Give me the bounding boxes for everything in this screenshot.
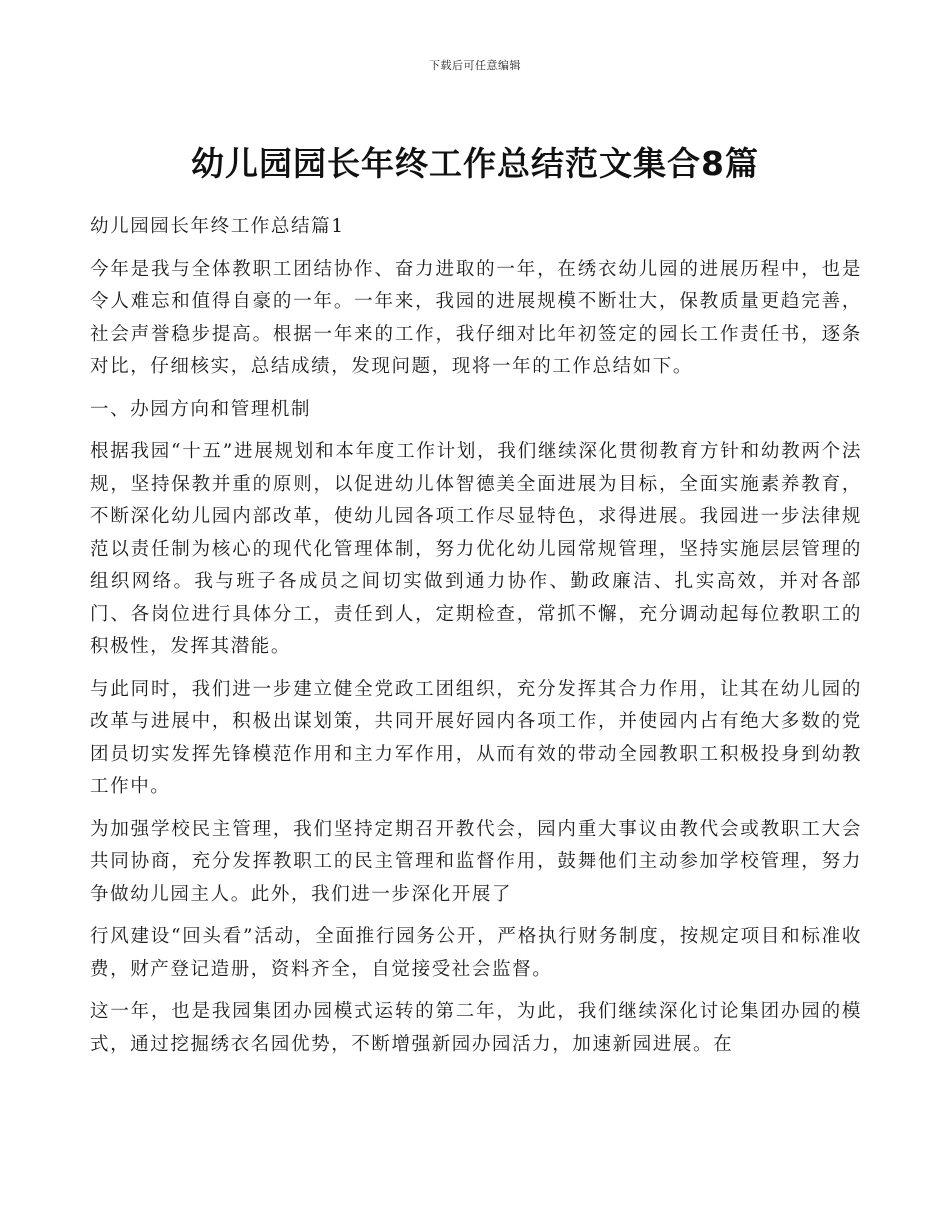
document-title: 幼儿园园长年终工作总结范文集合8篇	[191, 144, 759, 183]
paragraph-4: 行风建设“回头看”活动，全面推行园务公开，严格执行财务制度，按规定项目和标准收费，财产登记造册，资料齐全，自觉接受社会监督。	[90, 926, 862, 980]
paragraph-2: 与此同时，我们进一步建立健全党政工团组织，充分发挥其合力作用，让其在幼儿园的改革与进展中，积极出谋划策，共同开展好园内各项工作，并使园内占有绝大多数的党团员切实发挥先锋模范作用和主力军作用，从而有效的带动全园教职工积极投身到幼教工作中。	[90, 678, 862, 797]
document-body	[90, 211, 862, 1071]
paragraph-3: 为加强学校民主管理，我们坚持定期召开教代会，园内重大事议由教代会或教职工大会共同协商，充分发挥教职工的民主管理和监督作用，鼓舞他们主动参加学校管理，努力争做幼儿园主人。此外，我们进一步深化开展了	[90, 818, 862, 905]
section-heading: 一、办园方向和管理机制	[90, 398, 312, 420]
intro-paragraph: 今年是我与全体教职工团结协作、奋力进取的一年，在绣衣幼儿园的进展历程中，也是令人难忘和值得自豪的一年。一年来，我园的进展规模不断壮大，保教质量更趋完善，社会声誉稳步提高。根据一年来的工作，我仔细对比年初签定的园长工作责任书，逐条对比，仔细核实，总结成绩，发现问题，现将一年的工作总结如下。	[90, 258, 862, 377]
section-subtitle: 幼儿园园长年终工作总结篇1	[90, 216, 345, 237]
paragraph-5: 这一年，也是我园集团办园模式运转的第二年，为此，我们继续深化讨论集团办园的模式，通过挖掘绣衣名园优势，不断增强新园办园活力，加速新园进展。在	[90, 1001, 862, 1055]
paragraph-1: 根据我园“十五”进展规划和本年度工作计划，我们继续深化贯彻教育方针和幼教两个法规，坚持保教并重的原则，以促进幼儿体智德美全面进展为目标，全面实施素养教育，不断深化幼儿园内部改革，使幼儿园各项工作尽显特色，求得进展。我园进一步法律规范以责任制为核心的现代化管理体制，努力优化幼儿园常规管理，坚持实施层层管理的组织网络。我与班子各成员之间切实做到通力协作、勤政廉洁、扎实高效，并对各部门、各岗位进行具体分工，责任到人，定期检查，常抓不懈，充分调动起每位教职工的积极性，发挥其潜能。	[90, 441, 862, 657]
header-note: 下载后可任意编辑	[429, 59, 521, 72]
